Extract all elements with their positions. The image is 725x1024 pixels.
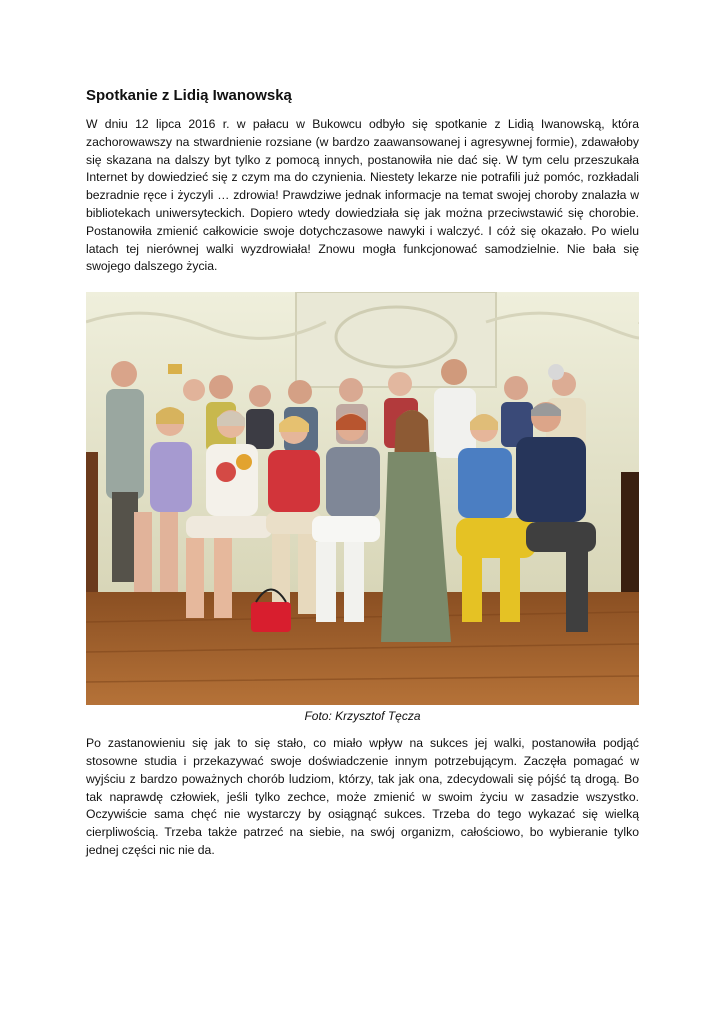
article-title: Spotkanie z Lidią Iwanowską xyxy=(86,87,292,104)
group-photo xyxy=(86,292,639,705)
article-paragraph-1: W dniu 12 lipca 2016 r. w pałacu w Bukowcu odbyło się spotkanie z Lidią Iwanowską, która zachorowawszy na stwardnienie rozsiane (w bardzo zaawansowanej i agresywnej formie), zdawałoby się skazana na dalszy byt tylko z pomocą innych, postanowiła nie dać się. W tym celu przeszukała Internet by dowiedzieć się z czym ma do czynienia. Niestety lekarze nie potrafili już pomóc, rozkładali bezradnie ręce i życzyli … zdrowia! Prawdziwe jednak informacje na temat swojej choroby znalazła w bibliotekach uniwersyteckich. Dopiero wtedy dowiedziała się jak można przeciwstawić się chorobie. Postanowiła zmienić całkowicie swoje dotychczasowe nawyki i walczyć. I cóż się okazało. Po wielu latach tej nierównej walki wyzdrowiała! Znowu mogła funkcjonować samodzielnie. Nie bała się swojego dalszego życia. xyxy=(86,117,639,274)
photo-caption: Foto: Krzysztof Tęcza xyxy=(304,709,421,724)
document-page xyxy=(86,86,639,860)
article-paragraph-2: Po zastanowieniu się jak to się stało, co miało wpływ na sukces jej walki, postanowiła podjąć stosowne studia i przekazywać swoje doświadczenie innym potrzebującym. Zaczęła pomagać w wyjściu z bardzo poważnych chorób ludziom, którzy, tak jak ona, zdecydowali się pójść tą drogą. Bo tak naprawdę człowiek, jeśli tylko zechce, może zmienić w swoim życiu w zasadzie wszystko. Oczywiście sama chęć nie wystarczy by osiągnąć sukces. Trzeba do tego wykazać się wielką cierpliwością. Trzeba także patrzeć na siebie, na swój organizm, całościowo, bo wybieranie tylko jednej części nic nie da. xyxy=(86,736,639,857)
